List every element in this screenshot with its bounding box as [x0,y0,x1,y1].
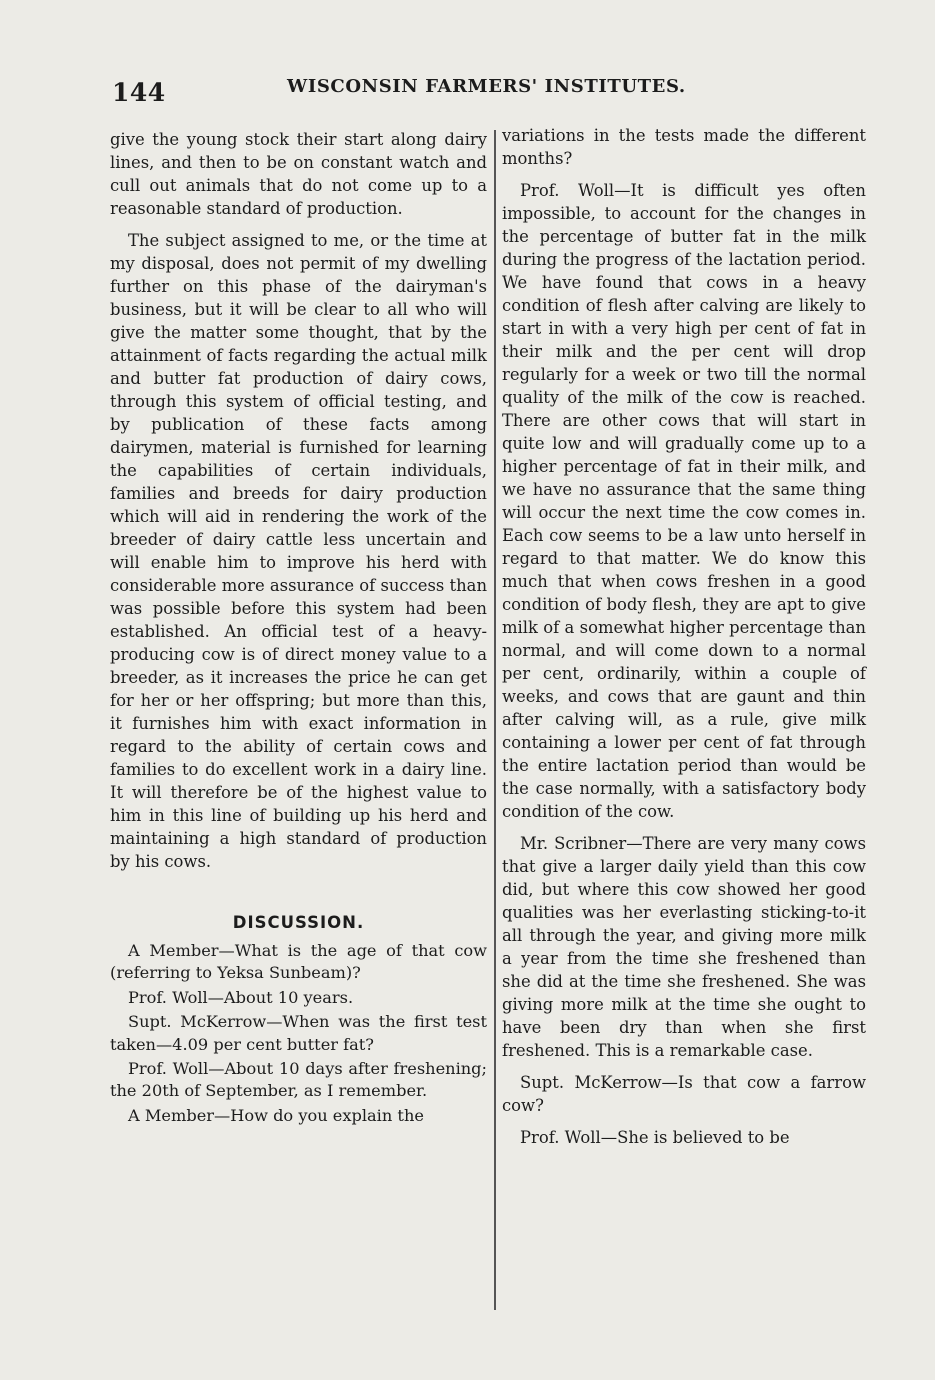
discussion-line: Prof. Woll—About 10 years. [128,987,354,1007]
discussion-line: A Member—What is the age of that cow (referring to Yeksa Sunbeam)? [110,941,487,983]
running-head: WISCONSIN FARMERS' INSTITUTES. [287,76,686,97]
discussion-section [110,940,487,1127]
discussion-line: Supt. McKerrow—When was the first test taken—4.09 per cent butter fat? [110,1012,487,1054]
discussion-line: A Member—How do you explain the [128,1105,424,1125]
column-divider [494,130,496,1310]
left-paragraph: give the young stock their start along dairy lines, and then to be on constant watch and cull out animals that do not come up to a reasonable standard of production. [110,130,487,218]
left-paragraph: The subject assigned to me, or the time at my disposal, does not permit of my dwelling further on this phase of the dairyman's business, but it will be clear to all who will give the matter some thought, that by the attainment of facts regarding the actual milk and butter fat production of dairy cows, through this system of official testing, and by publication of these facts among dairymen, material is furnished for learning the capabilities of certain individuals, families and breeds for dairy production which will aid in rendering the work of the breeder of dairy cattle less uncertain and will enable him to improve his herd with considerable more assurance of success than was possible before this system had been established. An official test of a heavy-producing cow is of direct money value to a breeder, as it increases the price he can get for her or her offspring; but more than this, it furnishes him with exact information in regard to the ability of certain cows and families to do excellent work in a dairy line. It will therefore be of the highest value to him in this line of building up his herd and maintaining a high standard of production by his cows. [110,231,487,871]
left-column [110,128,487,1129]
right-paragraph: Prof. Woll—She is believed to be [520,1128,790,1147]
right-paragraph: Supt. McKerrow—Is that cow a farrow cow? [502,1073,866,1115]
right-paragraph: variations in the tests made the different months? [502,126,866,168]
page-header [112,70,692,110]
page-number: 144 [112,78,166,107]
discussion-heading: DISCUSSION. [232,913,365,932]
discussion-line: Prof. Woll—About 10 days after freshening; the 20th of September, as I remember. [110,1059,487,1101]
right-column [502,124,866,1158]
right-paragraph: Mr. Scribner—There are very many cows that give a larger daily yield than this cow did, but where this cow showed her good qualities was her everlasting sticking-to-it all through the year, and giving more milk a year from the time she freshened than she did at the time she freshened. She was giving more milk at the time she ought to have been dry than when she first freshened. This is a remarkable case. [502,834,866,1060]
right-paragraph: Prof. Woll—It is difficult yes often impossible, to account for the changes in the percentage of butter fat in the milk during the progress of the lactation period. We have found that cows in a heavy condition of flesh after calving are likely to start in with a very high per cent of fat in their milk and the per cent will drop regularly for a week or two till the normal quality of the milk of the cow is reached. There are other cows that will start in quite low and will gradually come up to a higher percentage of fat in their milk, and we have no assurance that the same thing will occur the next time the cow comes in. Each cow seems to be a law unto herself in regard to that matter. We do know this much that when cows freshen in a good condition of body flesh, they are apt to give milk of a somewhat higher percentage than normal, and will come down to a normal per cent, ordinarily, within a couple of weeks, and cows that are gaunt and thin after calving will, as a rule, give milk containing a lower per cent of fat through the entire lactation period than would be the case normally, with a satisfactory body condition of the cow. [502,181,866,821]
